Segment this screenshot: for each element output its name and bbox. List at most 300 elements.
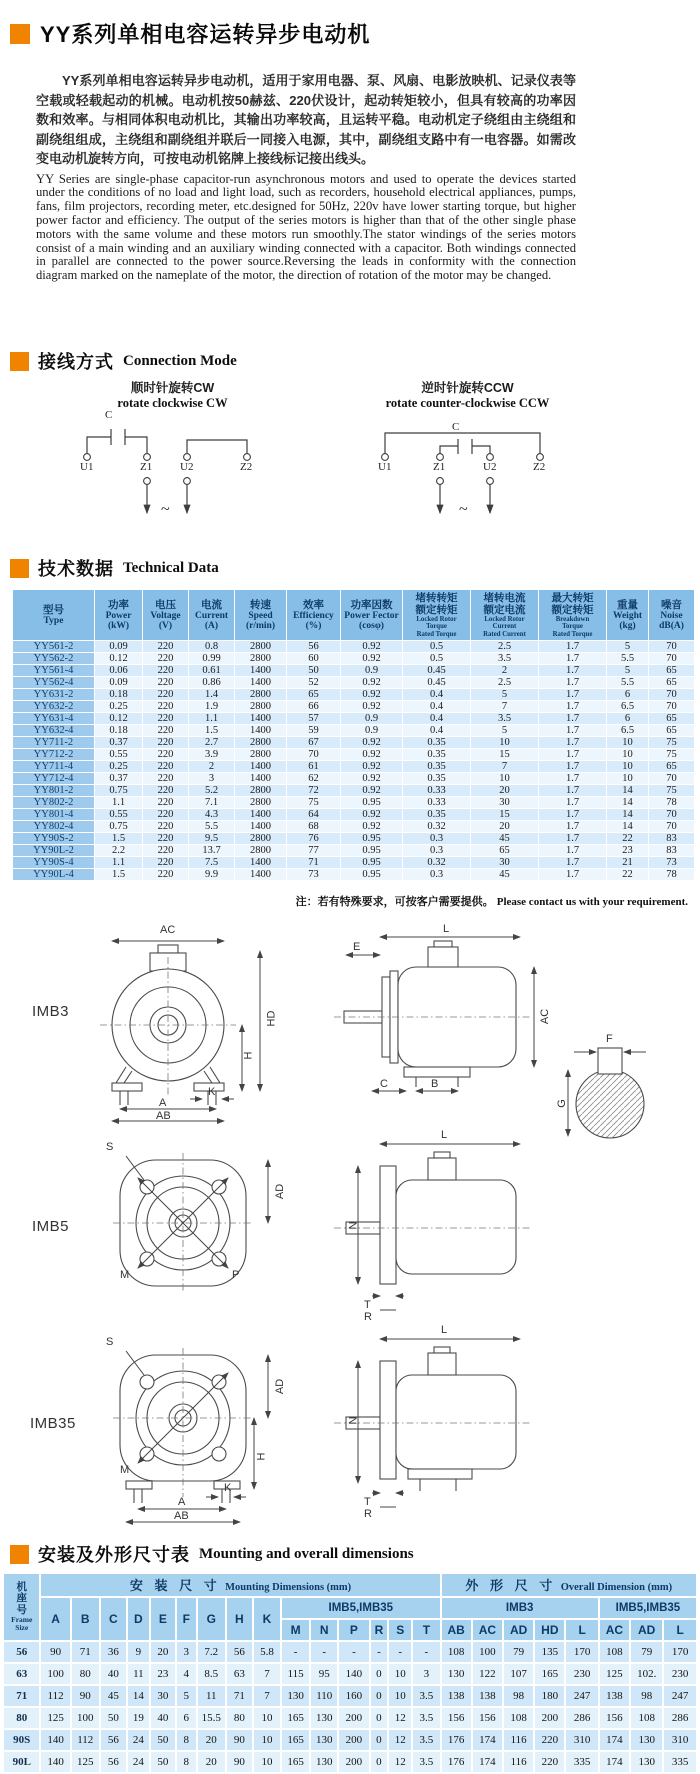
page-title: YY系列单相电容运转异步电动机	[40, 22, 371, 47]
tech-value-cell: 0.61	[189, 665, 235, 677]
tech-table-row	[13, 653, 695, 665]
tech-value-cell: 1400	[235, 869, 287, 881]
tech-value-cell: 6.5	[607, 701, 649, 713]
dim-label-k: K	[224, 1482, 232, 1494]
tech-type-cell: YY561-2	[13, 641, 95, 653]
tech-value-cell: 0.92	[341, 821, 403, 833]
mount-value-cell: 108	[503, 1707, 534, 1729]
tech-type-cell: YY711-4	[13, 761, 95, 773]
imb3-group: IMB3	[441, 1597, 599, 1619]
imb35-label: IMB35	[30, 1415, 76, 1432]
frame-size-cell: 90S	[3, 1729, 40, 1751]
mount-value-cell: -	[281, 1641, 310, 1663]
mount-value-cell: 90	[226, 1729, 253, 1751]
tech-table-row	[13, 785, 695, 797]
tech-value-cell: 78	[649, 797, 695, 809]
mount-value-cell: 165	[281, 1729, 310, 1751]
tech-value-cell: 2.7	[189, 737, 235, 749]
technical-data-heading	[10, 555, 219, 581]
tech-value-cell: 1.5	[189, 725, 235, 737]
mount-value-cell: 156	[441, 1707, 472, 1729]
mount-col-m: M	[281, 1619, 310, 1641]
tech-value-cell: 2800	[235, 845, 287, 857]
tech-value-cell: 220	[143, 677, 189, 689]
mount-value-cell: 165	[281, 1707, 310, 1729]
mount-value-cell: 200	[338, 1729, 369, 1751]
tech-table-row	[13, 749, 695, 761]
mount-value-cell: -	[370, 1641, 389, 1663]
dim-label-t: T	[364, 1299, 371, 1311]
tech-value-cell: 220	[143, 761, 189, 773]
mount-value-cell: 20	[150, 1641, 176, 1663]
mount-value-cell: 56	[100, 1729, 127, 1751]
dim-label-h: H	[242, 1051, 255, 1060]
tech-value-cell: 0.06	[95, 665, 143, 677]
tech-value-cell: 1.5	[95, 833, 143, 845]
tech-value-cell: 65	[649, 677, 695, 689]
tech-value-cell: 7	[471, 701, 539, 713]
tech-value-cell: 0.4	[403, 713, 471, 725]
tech-column-header: 效率 Efficiency (%)	[287, 590, 341, 641]
mount-value-cell: 56	[226, 1641, 253, 1663]
mount-value-cell: 170	[565, 1641, 598, 1663]
mount-value-cell: 12	[388, 1707, 412, 1729]
mount-value-cell: 100	[71, 1707, 100, 1729]
tech-value-cell: 0.75	[95, 821, 143, 833]
connection-heading-en: Connection Mode	[123, 352, 237, 369]
tech-value-cell: 1400	[235, 773, 287, 785]
mount-value-cell: 98	[630, 1685, 663, 1707]
tech-value-cell: 0.92	[341, 689, 403, 701]
tech-value-cell: 14	[607, 785, 649, 797]
dim-label-m: M	[120, 1464, 130, 1476]
mount-value-cell: 130	[441, 1663, 472, 1685]
tech-value-cell: 7.5	[189, 857, 235, 869]
tech-value-cell: 1.7	[539, 749, 607, 761]
tech-value-cell: 5	[607, 641, 649, 653]
tech-value-cell: 1.7	[539, 641, 607, 653]
tech-table-row	[13, 833, 695, 845]
mount-value-cell: 50	[150, 1729, 176, 1751]
tech-value-cell: 61	[287, 761, 341, 773]
tech-value-cell: 0.95	[341, 857, 403, 869]
tech-value-cell: 75	[287, 797, 341, 809]
tech-table-row	[13, 773, 695, 785]
tech-value-cell: 220	[143, 821, 189, 833]
mount-col-c: C	[100, 1597, 127, 1641]
tech-value-cell: 0.12	[95, 713, 143, 725]
imb35-drawing-svg	[28, 1325, 568, 1535]
tech-value-cell: 0.5	[403, 641, 471, 653]
tech-value-cell: 14	[607, 821, 649, 833]
tech-value-cell: 70	[287, 749, 341, 761]
tech-column-header: 堵转电流 额定电流 Locked Rotor Current Rated Current	[471, 590, 539, 641]
mount-value-cell: 71	[226, 1685, 253, 1707]
tech-type-cell: YY632-4	[13, 725, 95, 737]
dim-label-ad: AD	[274, 1378, 287, 1395]
dim-label-ac2: AC	[539, 1008, 552, 1025]
tech-type-cell: YY90S-4	[13, 857, 95, 869]
page-title-row	[10, 18, 370, 49]
mount-value-cell: 138	[472, 1685, 503, 1707]
tech-value-cell: 56	[287, 641, 341, 653]
mount-value-cell: 5	[176, 1685, 197, 1707]
ac-source-symbol: ~	[459, 501, 468, 518]
tech-value-cell: 220	[143, 845, 189, 857]
tech-column-header: 重量 Weight (kg)	[607, 590, 649, 641]
mount-value-cell: 112	[40, 1685, 70, 1707]
tech-value-cell: 65	[287, 689, 341, 701]
mount-value-cell: 5.8	[253, 1641, 281, 1663]
mount-value-cell: 10	[253, 1729, 281, 1751]
technical-heading-cn: 技术数据	[38, 559, 114, 579]
imb5-label: IMB5	[32, 1218, 70, 1235]
tech-value-cell: 0.9	[341, 725, 403, 737]
tech-value-cell: 75	[649, 749, 695, 761]
tech-type-cell: YY90S-2	[13, 833, 95, 845]
dim-label-m: M	[120, 1269, 130, 1281]
mount-value-cell: 20	[197, 1751, 226, 1773]
tech-value-cell: 64	[287, 809, 341, 821]
tech-value-cell: 5	[607, 665, 649, 677]
mount-value-cell: 3.5	[412, 1729, 440, 1751]
tech-value-cell: 0.99	[189, 653, 235, 665]
tech-value-cell: 0.18	[95, 689, 143, 701]
tech-column-header: 噪音 Noise dB(A)	[649, 590, 695, 641]
tech-type-cell: YY711-2	[13, 737, 95, 749]
tech-value-cell: 65	[471, 845, 539, 857]
mount-value-cell: 0	[370, 1751, 389, 1773]
tech-value-cell: 75	[649, 737, 695, 749]
tech-value-cell: 5.5	[189, 821, 235, 833]
connection-mode-heading	[10, 348, 237, 374]
tech-value-cell: 0.95	[341, 833, 403, 845]
tech-value-cell: 22	[607, 833, 649, 845]
mount-value-cell: 125	[40, 1707, 70, 1729]
mount-value-cell: 110	[310, 1685, 338, 1707]
mount-col-ac: AC	[599, 1619, 630, 1641]
dim-label-r: R	[364, 1311, 372, 1323]
tech-value-cell: 68	[287, 821, 341, 833]
mount-col-t: T	[412, 1619, 440, 1641]
dim-label-n: N	[347, 1416, 360, 1425]
tech-table-row	[13, 845, 695, 857]
mount-value-cell: 180	[534, 1685, 565, 1707]
tech-value-cell: 0.37	[95, 737, 143, 749]
mount-value-cell: 11	[197, 1685, 226, 1707]
tech-value-cell: 0.55	[95, 809, 143, 821]
tech-value-cell: 10	[607, 761, 649, 773]
mount-value-cell: 79	[630, 1641, 663, 1663]
tech-value-cell: 1.1	[95, 797, 143, 809]
cw-connection-diagram	[55, 378, 290, 525]
tech-value-cell: 1.7	[539, 773, 607, 785]
tech-value-cell: 1400	[235, 857, 287, 869]
mount-value-cell: 0	[370, 1707, 389, 1729]
connection-heading-cn: 接线方式	[38, 352, 114, 372]
mount-value-cell: 90	[40, 1641, 70, 1663]
mount-value-cell: 12	[388, 1751, 412, 1773]
mount-value-cell: 36	[100, 1641, 127, 1663]
mount-table-row	[3, 1751, 697, 1773]
tech-column-header: 功率因数 Power Fector (cosφ)	[341, 590, 403, 641]
mount-value-cell: 125	[71, 1751, 100, 1773]
mount-value-cell: 116	[503, 1729, 534, 1751]
mount-value-cell: 170	[663, 1641, 697, 1663]
tech-value-cell: 7.1	[189, 797, 235, 809]
mount-value-cell: 130	[310, 1707, 338, 1729]
tech-value-cell: 0.35	[403, 761, 471, 773]
mount-value-cell: 100	[472, 1641, 503, 1663]
tech-value-cell: 0.3	[403, 833, 471, 845]
mount-value-cell: 40	[100, 1663, 127, 1685]
mount-value-cell: 79	[503, 1641, 534, 1663]
frame-size-cell: 56	[3, 1641, 40, 1663]
tech-value-cell: 0.25	[95, 761, 143, 773]
tech-value-cell: 20	[471, 785, 539, 797]
tech-value-cell: 83	[649, 833, 695, 845]
mount-value-cell: 125	[599, 1663, 630, 1685]
tech-type-cell: YY562-4	[13, 677, 95, 689]
dim-label-l: L	[441, 1324, 448, 1336]
intro-paragraph-english: YY Series are single-phase capacitor-run asynchronous motors and used to operate the devices started under the conditions of no load and light load, such as recorders, household electrical appliances, pumps, fans, film projectors, recording meter, etc.designed for 50Hz, 220v have lower starting torque, but higher power factor and efficiency. The output of the series motors is higher than that of the other single phase motors with the same volume and these motors run smoothly.The stator windings of the series motors consist of a main winding and an auxiliary winding connected with a capacitor. Both windings connected in parallel are connected to the power source.Reversing the leads in conformity with the connection diagram marked on the nameplate of the motor, the direction of rotation of the motor may be changed.	[36, 171, 576, 283]
mount-value-cell: 10	[388, 1663, 412, 1685]
tech-value-cell: 70	[649, 653, 695, 665]
tech-value-cell: 30	[471, 797, 539, 809]
mount-value-cell: -	[310, 1641, 338, 1663]
tech-value-cell: 2800	[235, 689, 287, 701]
ccw-title-cn: 逆时针旋转CCW	[421, 381, 514, 395]
tech-type-cell: YY802-4	[13, 821, 95, 833]
tech-table-row	[13, 725, 695, 737]
tech-column-header: 型号 Type	[13, 590, 95, 641]
tech-value-cell: 1400	[235, 809, 287, 821]
tech-value-cell: 1.7	[539, 761, 607, 773]
imb5-drawing-row	[28, 1128, 678, 1325]
tech-table-row	[13, 761, 695, 773]
tech-value-cell: 220	[143, 689, 189, 701]
mounting-dimensions-heading	[10, 1541, 414, 1567]
tech-value-cell: 1.7	[539, 797, 607, 809]
tech-type-cell: YY631-4	[13, 713, 95, 725]
tech-value-cell: 0.09	[95, 641, 143, 653]
tech-value-cell: 1.7	[539, 809, 607, 821]
mount-value-cell: 8	[176, 1729, 197, 1751]
mount-value-cell: 230	[663, 1663, 697, 1685]
tech-value-cell: 2.5	[471, 677, 539, 689]
imb3-drawing-svg	[28, 915, 568, 1128]
mount-value-cell: 90	[226, 1751, 253, 1773]
mount-value-cell: 165	[534, 1663, 565, 1685]
mount-value-cell: 3.5	[412, 1685, 440, 1707]
dim-label-ab: AB	[156, 1110, 171, 1122]
mount-table-row	[3, 1729, 697, 1751]
dim-label-a: A	[178, 1496, 186, 1508]
note-cn: 注：若有特殊要求，可按客户需要提供。	[295, 896, 494, 908]
mount-col-e: E	[150, 1597, 176, 1641]
tech-value-cell: 220	[143, 725, 189, 737]
tech-table-row	[13, 869, 695, 881]
tech-type-cell: YY712-4	[13, 773, 95, 785]
mount-col-n: N	[310, 1619, 338, 1641]
tech-value-cell: 65	[649, 665, 695, 677]
mount-value-cell: -	[412, 1641, 440, 1663]
mount-value-cell: 20	[197, 1729, 226, 1751]
dim-label-h: H	[255, 1452, 268, 1461]
tech-value-cell: 1.7	[539, 869, 607, 881]
mount-value-cell: 220	[534, 1751, 565, 1773]
mount-value-cell: 335	[565, 1751, 598, 1773]
mount-col-k: K	[253, 1597, 281, 1641]
mount-col-ad: AD	[630, 1619, 663, 1641]
tech-value-cell: 2.2	[95, 845, 143, 857]
mount-value-cell: 107	[503, 1663, 534, 1685]
mount-value-cell: 108	[441, 1641, 472, 1663]
tech-value-cell: 0.32	[403, 821, 471, 833]
dim-label-p: P	[232, 1269, 240, 1281]
mount-value-cell: 140	[40, 1751, 70, 1773]
tech-table-row	[13, 665, 695, 677]
frame-size-cell: 71	[3, 1685, 40, 1707]
tech-value-cell: 0.92	[341, 785, 403, 797]
mount-value-cell: 19	[127, 1707, 150, 1729]
tech-value-cell: 70	[649, 701, 695, 713]
mount-col-ad: AD	[503, 1619, 534, 1641]
terminal-label-z2: Z2	[533, 461, 546, 473]
tech-value-cell: 1.7	[539, 713, 607, 725]
tech-value-cell: 62	[287, 773, 341, 785]
mount-col-ab: AB	[441, 1619, 472, 1641]
mount-value-cell: 80	[71, 1663, 100, 1685]
mount-value-cell: -	[338, 1641, 369, 1663]
mount-value-cell: 14	[127, 1685, 150, 1707]
tech-value-cell: 1.7	[539, 725, 607, 737]
tech-value-cell: 70	[649, 641, 695, 653]
tech-value-cell: 2800	[235, 749, 287, 761]
mount-value-cell: 45	[100, 1685, 127, 1707]
mount-col-hd: HD	[534, 1619, 565, 1641]
tech-column-header: 电流 Current (A)	[189, 590, 235, 641]
technical-table	[12, 589, 695, 881]
tech-table-row	[13, 677, 695, 689]
tech-column-header: 堵转转矩 额定转矩 Locked Rotor Torque Rated Torque	[403, 590, 471, 641]
tech-value-cell: 2800	[235, 641, 287, 653]
tech-value-cell: 0.75	[95, 785, 143, 797]
tech-value-cell: 1.7	[539, 701, 607, 713]
mount-value-cell: 30	[150, 1685, 176, 1707]
tech-type-cell: YY712-2	[13, 749, 95, 761]
tech-value-cell: 0.92	[341, 737, 403, 749]
tech-value-cell: 15	[471, 809, 539, 821]
mount-value-cell: -	[388, 1641, 412, 1663]
tech-type-cell: YY631-2	[13, 689, 95, 701]
technical-heading-en: Technical Data	[123, 559, 219, 576]
tech-value-cell: 10	[607, 737, 649, 749]
tech-column-header: 功率 Power (kW)	[95, 590, 143, 641]
tech-value-cell: 2.5	[471, 641, 539, 653]
mount-col-b: B	[71, 1597, 100, 1641]
tech-value-cell: 0.35	[403, 737, 471, 749]
mount-value-cell: 98	[503, 1685, 534, 1707]
mount-col-ac: AC	[472, 1619, 503, 1641]
tech-value-cell: 72	[287, 785, 341, 797]
tech-value-cell: 70	[649, 689, 695, 701]
terminal-label-u2: U2	[180, 461, 194, 473]
overall-dims-group-header: 外 形 尺 寸 Overall Dimension (mm)	[441, 1573, 697, 1597]
ac-source-symbol: ~	[161, 501, 170, 518]
tech-table-row	[13, 689, 695, 701]
tech-value-cell: 30	[471, 857, 539, 869]
tech-value-cell: 1.7	[539, 677, 607, 689]
mount-value-cell: 310	[565, 1729, 598, 1751]
intro-paragraph-chinese: YY系列单相电容运转异步电动机，适用于家用电器、泵、风扇、电影放映机、记录仪表等空载或轻载起动的机械。电动机按50赫兹、220伏设计，起动转矩较小，但具有较高的功率因数和效率。与相同体积电动机比，其输出功率较高，且运转平稳。电动机定子绕组由主绕组和副绕组组成，主绕组和副绕组并联后一同接入电源，其中，副绕组支路中有一电容器。如需改变电动机旋转方向，可按电动机铭牌上接线标记接出线头。	[36, 73, 576, 166]
tech-value-cell: 220	[143, 773, 189, 785]
mount-col-r: R	[370, 1619, 389, 1641]
dim-label-hd: HD	[265, 1010, 278, 1027]
mount-value-cell: 176	[441, 1751, 472, 1773]
tech-value-cell: 6.5	[607, 725, 649, 737]
tech-value-cell: 220	[143, 749, 189, 761]
tech-value-cell: 77	[287, 845, 341, 857]
mount-value-cell: 130	[310, 1751, 338, 1773]
mount-col-l: L	[565, 1619, 598, 1641]
mount-value-cell: 7	[253, 1663, 281, 1685]
frame-size-cell: 63	[3, 1663, 40, 1685]
tech-value-cell: 0.9	[341, 713, 403, 725]
capacitor-label: C	[105, 409, 113, 421]
tech-value-cell: 70	[649, 809, 695, 821]
tech-value-cell: 22	[607, 869, 649, 881]
dim-label-b: B	[431, 1078, 439, 1090]
tech-value-cell: 0.33	[403, 785, 471, 797]
tech-value-cell: 83	[649, 845, 695, 857]
mount-value-cell: 8	[176, 1751, 197, 1773]
mount-value-cell: 10	[253, 1707, 281, 1729]
mount-value-cell: 40	[150, 1707, 176, 1729]
tech-type-cell: YY562-2	[13, 653, 95, 665]
tech-value-cell: 0.5	[403, 653, 471, 665]
terminal-label-u1: U1	[378, 461, 392, 473]
ccw-title-en: rotate counter-clockwise CCW	[385, 396, 550, 410]
mount-value-cell: 286	[663, 1707, 697, 1729]
mount-value-cell: 95	[310, 1663, 338, 1685]
mount-value-cell: 3.5	[412, 1707, 440, 1729]
tech-value-cell: 6	[607, 689, 649, 701]
tech-value-cell: 0.37	[95, 773, 143, 785]
mount-value-cell: 176	[441, 1729, 472, 1751]
tech-table-row	[13, 701, 695, 713]
tech-value-cell: 67	[287, 737, 341, 749]
tech-value-cell: 5.5	[607, 677, 649, 689]
tech-value-cell: 0.92	[341, 749, 403, 761]
tech-table-row	[13, 821, 695, 833]
tech-value-cell: 0.35	[403, 809, 471, 821]
mount-value-cell: 15.5	[197, 1707, 226, 1729]
mount-value-cell: 63	[226, 1663, 253, 1685]
orange-square-icon	[10, 1545, 29, 1564]
mount-value-cell: 0	[370, 1729, 389, 1751]
tech-value-cell: 0.92	[341, 677, 403, 689]
tech-value-cell: 1.7	[539, 833, 607, 845]
tech-type-cell: YY801-2	[13, 785, 95, 797]
tech-value-cell: 2800	[235, 653, 287, 665]
mount-value-cell: 138	[441, 1685, 472, 1707]
tech-value-cell: 1400	[235, 665, 287, 677]
dim-label-ad: AD	[274, 1183, 287, 1200]
orange-square-icon	[10, 352, 29, 371]
tech-table-row	[13, 809, 695, 821]
mount-value-cell: 6	[176, 1707, 197, 1729]
